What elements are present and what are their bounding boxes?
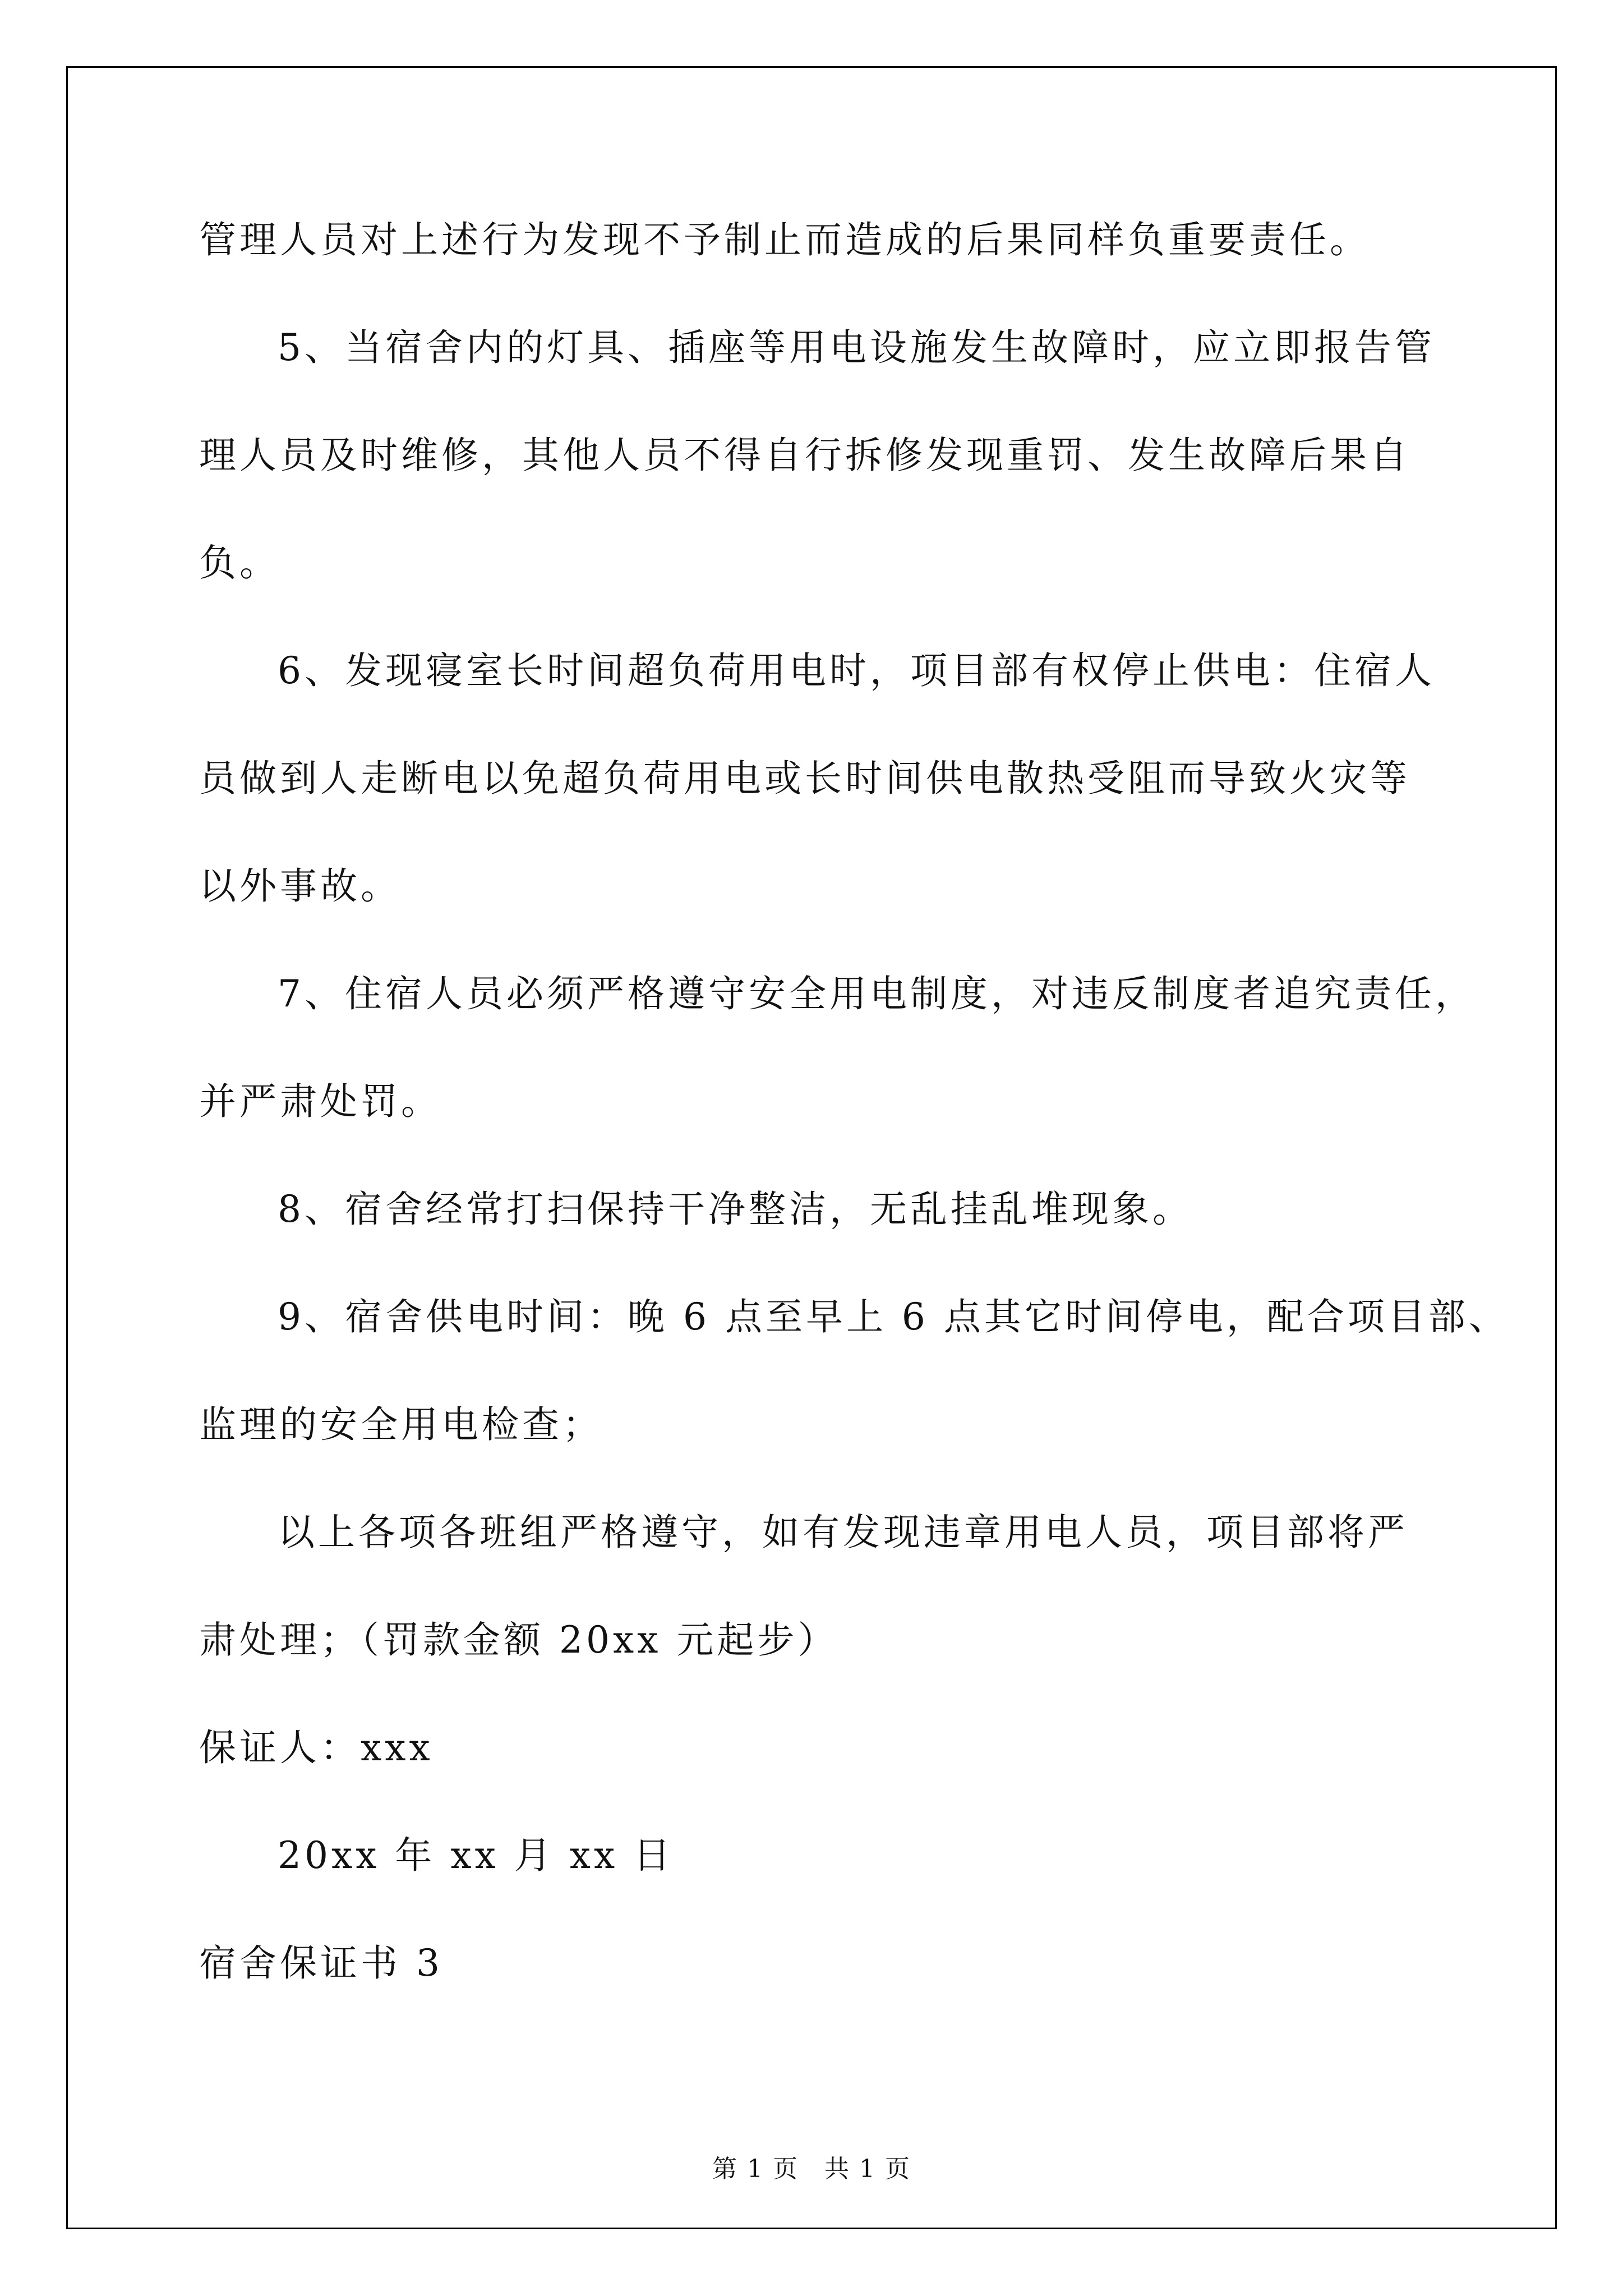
paragraph-line: 6、发现寝室长时间超负荷用电时，项目部有权停止供电：住宿人	[278, 649, 1435, 692]
paragraph-line: 肃处理；（罚款金额 20xx 元起步）	[199, 1618, 838, 1662]
paragraph-line: 5、当宿舍内的灯具、插座等用电设施发生故障时，应立即报告管	[278, 326, 1435, 369]
paragraph-line: 以上各项各班组严格遵守，如有发现违章用电人员，项目部将严	[278, 1511, 1408, 1554]
paragraph-line: 9、宿舍供电时间：晚 6 点至早上 6 点其它时间停电，配合项目部、	[278, 1295, 1509, 1338]
paragraph-line: 7、住宿人员必须严格遵守安全用电制度，对违反制度者追究责任，	[278, 972, 1476, 1015]
paragraph-line: 并严肃处罚。	[199, 1080, 441, 1123]
date-line: 20xx 年 xx 月 xx 日	[278, 1834, 674, 1877]
section-title: 宿舍保证书 3	[199, 1941, 443, 1985]
paragraph-line: 员做到人走断电以免超负荷用电或长时间供电散热受阻而导致火灾等	[199, 757, 1410, 800]
page-footer: 第 1 页 共 1 页	[712, 2155, 911, 2183]
paragraph-line: 管理人员对上述行为发现不予制止而造成的后果同样负重要责任。	[199, 218, 1370, 261]
paragraph-line: 8、宿舍经常打扫保持干净整洁，无乱挂乱堆现象。	[278, 1188, 1193, 1231]
paragraph-line: 监理的安全用电检查；	[199, 1403, 603, 1446]
paragraph-line: 以外事故。	[199, 864, 401, 908]
paragraph-line: 负。	[199, 541, 280, 585]
guarantor-line: 保证人：xxx	[199, 1726, 434, 1769]
document-body	[199, 213, 1509, 1990]
paragraph-line: 理人员及时维修，其他人员不得自行拆修发现重罚、发生故障后果自	[199, 434, 1410, 477]
